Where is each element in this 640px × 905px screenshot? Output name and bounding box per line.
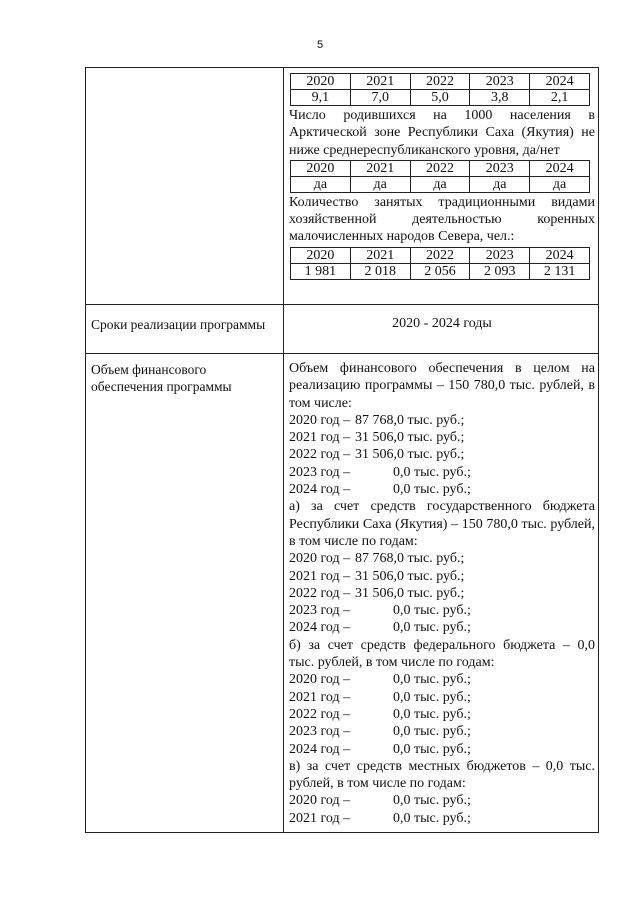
budget-year: 2020 год –	[289, 793, 351, 809]
budget-year: 2020 год –	[289, 412, 351, 428]
budget-year: 2021 год –	[289, 430, 351, 446]
local-budget-list	[289, 792, 595, 827]
finance-cell	[289, 360, 595, 827]
value-cell: 2,1	[530, 90, 590, 106]
budget-year-line	[289, 412, 595, 429]
budget-year: 2023 год –	[289, 603, 351, 619]
year-cell: 2024	[530, 247, 590, 263]
budget-year: 2021 год –	[289, 689, 351, 705]
budget-year: 2022 год –	[289, 706, 351, 722]
budget-amount: 0,0 тыс. руб.;	[393, 724, 471, 740]
year-cell: 2023	[470, 74, 530, 90]
budget-year: 2023 год –	[289, 724, 351, 740]
budget-amount: 31 506,0 тыс. руб.;	[355, 585, 465, 601]
budget-amount: 0,0 тыс. руб.;	[393, 810, 471, 826]
table-row	[291, 74, 590, 90]
table-row	[291, 90, 590, 106]
budget-year-line	[289, 689, 595, 706]
value-cell: 9,1	[291, 90, 351, 106]
budget-amount: 0,0 тыс. руб.;	[393, 741, 471, 757]
federal-budget-intro: б) за счет средств федерального бюджета – 0,0 тыс. рублей, в том числе по годам:	[289, 637, 595, 671]
program-passport-table	[85, 67, 599, 833]
year-cell: 2021	[350, 247, 410, 263]
year-cell: 2020	[291, 160, 351, 176]
budget-amount: 87 768,0 тыс. руб.;	[355, 551, 465, 567]
value-cell: 2 056	[410, 263, 470, 279]
budget-year-line	[289, 550, 595, 567]
year-cell: 2023	[470, 247, 530, 263]
budget-year-line	[289, 741, 595, 758]
budget-year-line	[289, 619, 595, 636]
budget-year-line	[289, 671, 595, 688]
year-cell: 2023	[470, 160, 530, 176]
table-row	[291, 263, 590, 279]
state-budget-list	[289, 550, 595, 636]
indicator1-table	[290, 73, 590, 106]
budget-year-line	[289, 429, 595, 446]
budget-year: 2021 год –	[289, 810, 351, 826]
budget-year-line	[289, 481, 595, 498]
finance-total-list	[289, 412, 595, 498]
value-cell: 3,8	[470, 90, 530, 106]
indicator2-text: Число родившихся на 1000 населения в Арктической зоне Республики Саха (Якутия) не ниже среднереспубликанского уровня, да/нет	[289, 108, 595, 158]
budget-year-line	[289, 792, 595, 809]
year-cell: 2021	[350, 160, 410, 176]
value-cell: да	[350, 176, 410, 192]
budget-year: 2022 год –	[289, 447, 351, 463]
budget-year: 2021 год –	[289, 568, 351, 584]
terms-label: Сроки реализации программы	[91, 317, 266, 332]
year-cell: 2020	[291, 74, 351, 90]
indicator3-table	[290, 247, 590, 280]
value-cell: 2 018	[350, 263, 410, 279]
budget-year-line	[289, 446, 595, 463]
year-cell: 2024	[530, 160, 590, 176]
budget-amount: 31 506,0 тыс. руб.;	[355, 447, 465, 463]
budget-year: 2024 год –	[289, 741, 351, 757]
budget-year: 2020 год –	[289, 551, 351, 567]
table-row	[291, 160, 590, 176]
value-cell: 7,0	[350, 90, 410, 106]
budget-year: 2022 год –	[289, 585, 351, 601]
budget-year-line	[289, 602, 595, 619]
value-cell: 2 131	[530, 263, 590, 279]
year-cell: 2020	[291, 247, 351, 263]
budget-amount: 0,0 тыс. руб.;	[393, 689, 471, 705]
budget-year-line	[289, 464, 595, 481]
budget-year-line	[289, 568, 595, 585]
state-budget-intro: а) за счет средств государственного бюджета Республики Саха (Якутия) – 150 780,0 тыс. рублей, в том числе по годам:	[289, 499, 595, 549]
finance-intro: Объем финансового обеспечения в целом на реализацию программы – 150 780,0 тыс. рублей, в том числе:	[289, 361, 595, 411]
value-cell: да	[291, 176, 351, 192]
value-cell: 5,0	[410, 90, 470, 106]
budget-amount: 0,0 тыс. руб.;	[393, 793, 471, 809]
budget-amount: 0,0 тыс. руб.;	[393, 482, 471, 498]
indicator2-table	[290, 160, 590, 193]
table-row	[291, 247, 590, 263]
year-cell: 2024	[530, 74, 590, 90]
year-cell: 2021	[350, 74, 410, 90]
budget-amount: 87 768,0 тыс. руб.;	[355, 412, 465, 428]
budget-year: 2024 год –	[289, 620, 351, 636]
budget-amount: 31 506,0 тыс. руб.;	[355, 430, 465, 446]
budget-amount: 0,0 тыс. руб.;	[393, 706, 471, 722]
finance-label: Объем финансового обеспечения программы	[91, 362, 232, 394]
indicator3-text: Количество занятых традиционными видами хозяйственной деятельностью коренных малочисленных народов Севера, чел.:	[289, 194, 595, 245]
year-cell: 2022	[410, 160, 470, 176]
terms-value: 2020 - 2024 годы	[392, 316, 492, 331]
row-divider	[86, 304, 598, 305]
indicators-cell	[289, 73, 595, 280]
column-divider	[283, 68, 284, 832]
page-number: 5	[316, 39, 324, 51]
budget-amount: 0,0 тыс. руб.;	[393, 620, 471, 636]
budget-year-line	[289, 585, 595, 602]
value-cell: да	[530, 176, 590, 192]
value-cell: да	[410, 176, 470, 192]
budget-amount: 0,0 тыс. руб.;	[393, 603, 471, 619]
year-cell: 2022	[410, 247, 470, 263]
budget-amount: 31 506,0 тыс. руб.;	[355, 568, 465, 584]
budget-amount: 0,0 тыс. руб.;	[393, 672, 471, 688]
budget-amount: 0,0 тыс. руб.;	[393, 464, 471, 480]
budget-year-line	[289, 706, 595, 723]
value-cell: 2 093	[470, 263, 530, 279]
budget-year-line	[289, 810, 595, 827]
row-divider	[86, 353, 598, 354]
budget-year: 2024 год –	[289, 482, 351, 498]
year-cell: 2022	[410, 74, 470, 90]
table-row	[291, 176, 590, 192]
value-cell: да	[470, 176, 530, 192]
federal-budget-list	[289, 671, 595, 757]
budget-year: 2023 год –	[289, 464, 351, 480]
local-budget-intro: в) за счет средств местных бюджетов – 0,0 тыс. рублей, в том числе по годам:	[289, 758, 595, 792]
budget-year-line	[289, 723, 595, 740]
value-cell: 1 981	[291, 263, 351, 279]
budget-year: 2020 год –	[289, 672, 351, 688]
